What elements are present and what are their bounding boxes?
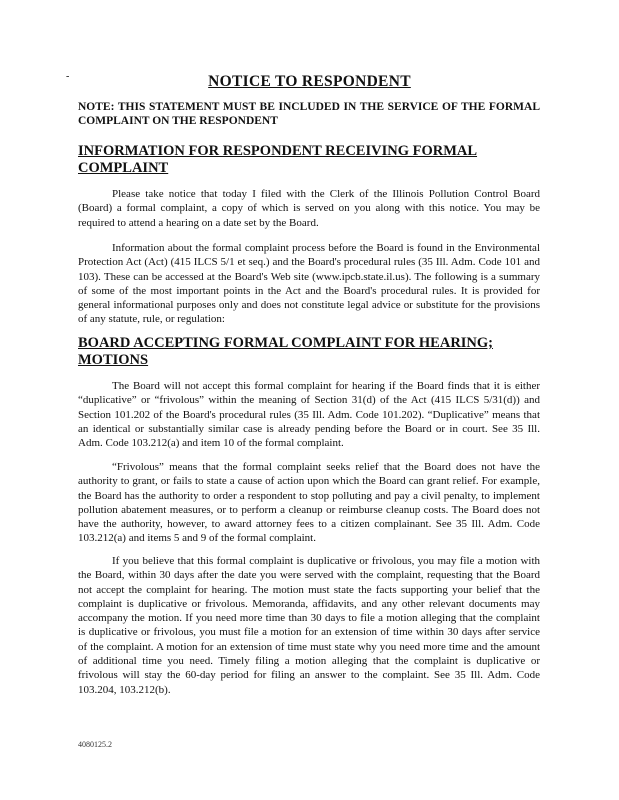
paragraph-text: The Board will not accept this formal complaint for hearing if the Board finds that it is either “duplicative” or “frivolous” within the meaning of Section 31(d) of the Act (415 ILCS 5/31(d)) and Section 101.202 of the Board's procedural rules (35 Ill. Adm. Code 101.202). “Duplicative” means that an identical or substantially similar case is already pending before the Board or in court. See 35 Ill. Adm. Code 103.212(a) and item 10 of the formal complaint.	[78, 380, 540, 450]
section-heading-board-accepting: BOARD ACCEPTING FORMAL COMPLAINT FOR HEARING; MOTIONS	[78, 335, 494, 368]
paragraph-frivolous	[78, 460, 540, 546]
paragraph-text: Information about the formal complaint process before the Board is found in the Environmental Protection Act (Act) (415 ILCS 5/1 et seq.) and the Board's procedural rules (35 Ill. Adm. Code 101 and 103). These can be accessed at the Board's Web site (www.ipcb.state.il.us). The following is a summary of some of the most important points in the Act and the Board's procedural rules. It is provided for general informational purposes only and does not constitute legal advice or substitute for the provisions of any statute, rule, or regulation:	[78, 242, 540, 326]
paragraph-text: Please take notice that today I filed with the Clerk of the Illinois Pollution Control Board (Board) a formal complaint, a copy of which is served on you along with this notice. You may be required to attend a hearing on a date set by the Board.	[78, 188, 540, 229]
service-note: NOTE: THIS STATEMENT MUST BE INCLUDED IN THE SERVICE OF THE FORMAL COMPLAINT ON THE RESPONDENT	[78, 101, 540, 127]
document-title: NOTICE TO RESPONDENT	[208, 73, 411, 90]
section-heading-information: INFORMATION FOR RESPONDENT RECEIVING FORMAL COMPLAINT	[78, 143, 478, 176]
stray-mark: -	[66, 71, 70, 82]
paragraph-text: If you believe that this formal complaint is duplicative or frivolous, you may file a motion with the Board, within 30 days after the date you were served with the complaint, requesting that the Board not accept the complaint for hearing. The motion must state the facts supporting your belief that the complaint is duplicative or frivolous. Memoranda, affidavits, and any other relevant documents may accompany the motion. If you need more time than 30 days to file a motion alleging that the complaint is duplicative or frivolous, you must file a motion for an extension of time within 30 days after service of the complaint. A motion for an extension of time must state why you need more time and the amount of additional time you need. Timely filing a motion alleging that the complaint is duplicative or frivolous will stay the 60-day period for filing an answer to the complaint. See 35 Ill. Adm. Code 103.204, 103.212(b).	[78, 555, 540, 696]
paragraph-motion	[78, 554, 540, 697]
paragraph-duplicative	[78, 379, 540, 450]
paragraph-notice	[78, 187, 540, 230]
paragraph-text: “Frivolous” means that the formal complaint seeks relief that the Board does not have the authority to grant, or fails to state a cause of action upon which the Board can grant relief. For example, the Board has the authority to order a respondent to stop polluting and pay a civil penalty, to implement pollution abatement measures, or to perform a cleanup or reimburse cleanup costs. The Board does not have the authority, however, to award attorney fees to a citizen complainant. See 35 Ill. Adm. Code 103.212(a) and items 5 and 9 of the formal complaint.	[78, 461, 540, 545]
paragraph-information	[78, 241, 540, 327]
footer-document-code: 4080125.2	[78, 740, 112, 749]
